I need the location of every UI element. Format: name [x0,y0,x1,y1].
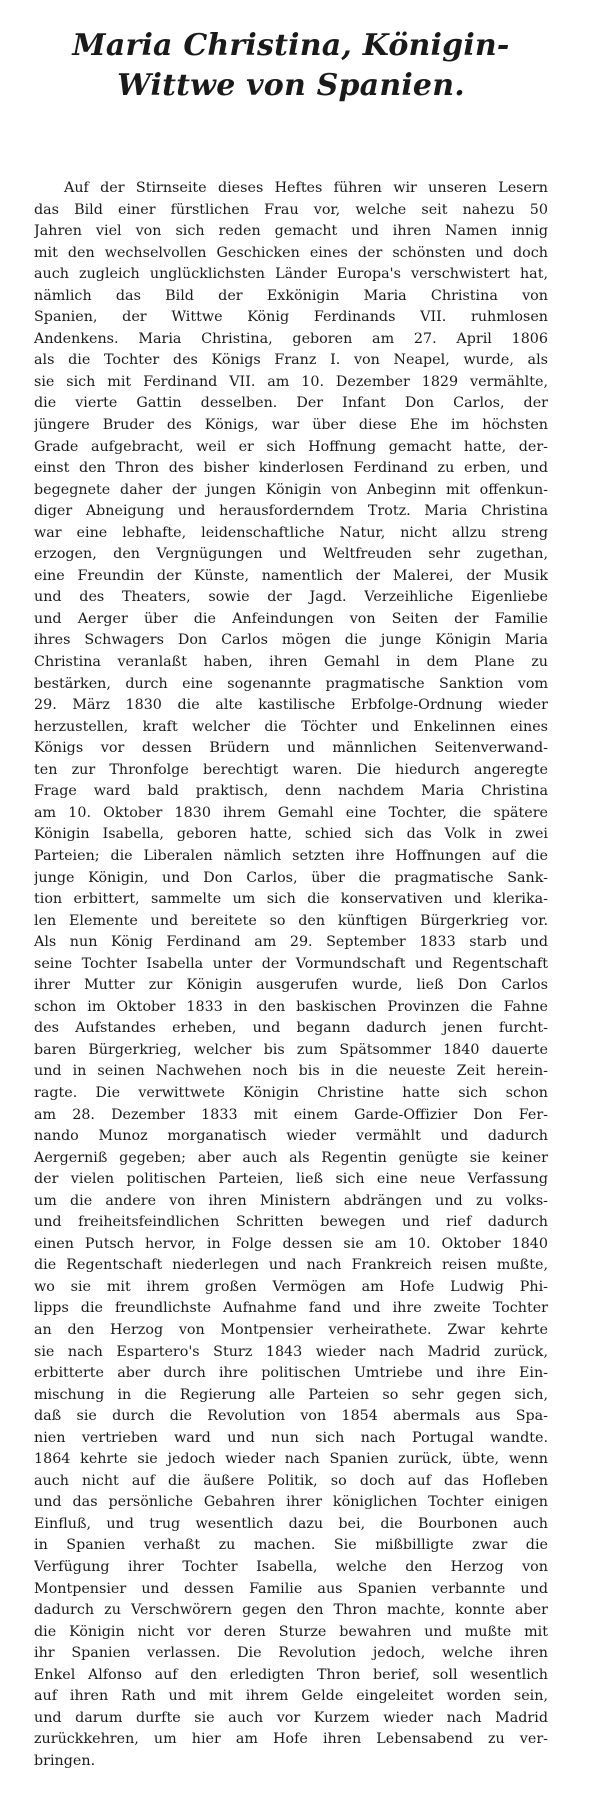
article-line: Königin Isabella, geboren hatte, schied sich das Volk in zwei [34,826,548,843]
article-line: bestärken, durch eine sogenannte pragmatische Sanktion vom [34,675,548,692]
article-line: der vielen politischen Parteien, ließ sich eine neue Verfassung [34,1171,548,1188]
article-line: die Königin nicht vor deren Sturze bewahren und mußte mit [34,1623,548,1640]
article-line: Grade aufgebracht, weil er sich Hoffnung gemacht hatte, der- [34,438,548,455]
article-line: am 28. Dezember 1833 mit einem Garde-Offizier Don Fer- [34,1106,548,1123]
article-line: len Elemente und bereitete so den künftigen Bürgerkrieg vor. [34,912,548,929]
article-line: um die andere von ihren Ministern abdrängen und zu volks- [34,1192,548,1209]
article-line: nando Munoz morganatisch wieder vermählt und dadurch [34,1128,548,1145]
article-line: diger Abneigung und herausforderndem Trotz. Maria Christina [34,503,548,520]
article-line: erbitterte aber durch ihre politischen Umtriebe und ihre Ein- [34,1365,548,1382]
article-line: 29. März 1830 die alte kastilische Erbfolge-Ordnung wieder [34,697,548,714]
article-line: einen Putsch hervor, in Folge dessen sie am 10. Oktober 1840 [34,1235,548,1252]
article-line: und Aerger über die Anfeindungen von Seiten der Familie [34,610,548,627]
article-line: baren Bürgerkrieg, welcher bis zum Spätsommer 1840 dauerte [34,1041,548,1058]
article-line: die Regentschaft niederlegen und nach Frankreich reisen mußte, [34,1257,548,1274]
article-line: nien vertrieben ward und nun sich nach Portugal wandte. [34,1429,548,1446]
article-line: 1864 kehrte sie jedoch wieder nach Spanien zurück, übte, wenn [34,1451,548,1468]
article-line: auf ihren Rath und mit ihrem Gelde eingeleitet worden sein, [34,1688,548,1705]
article-line: mit den wechselvollen Geschicken eines der schönsten und doch [34,244,548,261]
article-line: das Bild einer fürstlichen Frau vor, welche seit nahezu 50 [34,201,548,218]
article-line: sie sich mit Ferdinand VII. am 10. Dezember 1829 vermählte, [34,373,548,390]
article-line: bringen. [34,1752,96,1769]
article-line: wo sie mit ihrem großen Vermögen am Hofe Ludwig Phi- [34,1278,548,1295]
article-line: Verfügung ihrer Tochter Isabella, welche den Herzog von [34,1559,548,1575]
article-line: des Aufstandes erheben, und begann dadurch jenen furcht- [34,1020,548,1037]
article-line: Montpensier und dessen Familie aus Spanien verbannte und [34,1580,548,1597]
article-line: auch zugleich unglücklichsten Länder Europa's verschwistert hat, [34,266,548,283]
article-line: am 10. Oktober 1830 ihrem Gemahl eine Tochter, die spätere [34,804,548,821]
article-line: sie nach Espartero's Sturz 1843 wieder nach Madrid zurück, [34,1343,548,1360]
article-line: zurückkehren, um hier am Hofe ihren Lebensabend zu ver- [34,1731,548,1748]
article-line: und freiheitsfeindlichen Schritten bewegen und rief dadurch [34,1214,548,1231]
article-line: die vierte Gattin desselben. Der Infant Don Carlos, der [34,395,548,412]
article-line: ragte. Die verwittwete Königin Christine hatte sich schon [34,1084,548,1101]
article-line: Königs vor dessen Brüdern und männlichen Seitenverwand- [34,740,548,757]
article-line: eine Freundin der Künste, namentlich der Malerei, der Musik [34,567,548,584]
article-line: Frage ward bald praktisch, denn nachdem Maria Christina [34,783,548,800]
article-line: ihrer Mutter zur Königin ausgerufen wurde, ließ Don Carlos [34,977,548,994]
article-line: Als nun König Ferdinand am 29. September 1833 starb und [34,934,548,951]
article-line: auch nicht auf die äußere Politik, so doch auf das Hofleben [34,1472,548,1489]
article-line: begegnete daher der jungen Königin von Anbeginn mit offenkun- [34,481,548,498]
article-line: lipps die freundlichste Aufnahme fand und ihre zweite Tochter [34,1300,548,1317]
article-line: ihr Spanien verlassen. Die Revolution jedoch, welche ihren [34,1645,548,1662]
article-line: Andenkens. Maria Christina, geboren am 27. April 1806 [34,330,548,347]
article-line: als die Tochter des Königs Franz I. von Neapel, wurde, als [34,352,548,369]
article-line: Aergerniß gegeben; aber auch als Regentin genügte sie keiner [34,1149,548,1166]
article-line: Spanien, der Wittwe König Ferdinands VII. ruhmlosen [34,309,548,326]
article-line: seine Tochter Isabella unter der Vormundschaft und Regentschaft [34,955,548,972]
article-title: Maria Christina, Königin-Wittwe von Spanien. [72,28,510,103]
article-line: und in seinen Nachwehen noch bis in die neueste Zeit herein- [34,1063,548,1080]
article-line: erzogen, den Vergnügungen und Weltfreuden sehr zugethan, [34,546,548,563]
article-line: und darum durfte sie auch vor Kurzem wieder nach Madrid [34,1709,548,1726]
article-line: nämlich das Bild der Exkönigin Maria Christina von [34,287,548,304]
article-line: herzustellen, kraft welcher die Töchter und Enkelinnen eines [34,718,548,735]
article-line: dadurch zu Verschwörern gegen den Thron machte, konnte aber [34,1602,548,1619]
article-line: Enkel Alfonso auf den erledigten Thron berief, soll wesentlich [34,1666,548,1683]
article-line: an den Herzog von Montpensier verheirathete. Zwar kehrte [34,1321,548,1338]
article-line: schon im Oktober 1833 in den baskischen Provinzen die Fahne [34,998,548,1015]
article-line: Christina veranlaßt haben, ihren Gemahl in dem Plane zu [34,654,548,671]
article-line: und das persönliche Gebahren ihrer königlichen Tochter einigen [34,1494,548,1511]
article-line: jüngere Bruder des Königs, war über diese Ehe im höchsten [34,417,548,434]
article-line: tion erbittert, sammelte um sich die konservativen und klerika- [34,891,548,908]
article-line: und des Theaters, sowie der Jagd. Verzeihliche Eigenliebe [34,589,548,606]
article-line: Einfluß, und trug wesentlich dazu bei, die Bourbonen auch [34,1515,548,1532]
article-line: Auf der Stirnseite dieses Heftes führen wir unseren Lesern [64,180,548,196]
article-line: war eine lebhafte, leidenschaftliche Natur, nicht allzu streng [34,524,548,541]
article-line: Parteien; die Liberalen nämlich setzten ihre Hoffnungen auf die [34,847,548,864]
article-line: ihres Schwagers Don Carlos mögen die junge Königin Maria [34,632,548,649]
article-line: einst den Thron des bisher kinderlosen Ferdinand zu erben, und [34,460,548,477]
article-line: junge Königin, und Don Carlos, über die pragmatische Sank- [34,869,548,886]
article-line: mischung in die Regierung alle Parteien so sehr gegen sich, [34,1386,548,1403]
article-body [34,178,548,1772]
article-line: ten zur Thronfolge berechtigt waren. Die hiedurch angeregte [34,761,548,778]
article-line: daß sie durch die Revolution von 1854 abermals aus Spa- [34,1408,548,1425]
article-line: Jahren viel von sich reden gemacht und ihren Namen innig [34,223,548,240]
article-line: in Spanien verhaßt zu machen. Sie mißbilligte zwar die [34,1537,548,1554]
